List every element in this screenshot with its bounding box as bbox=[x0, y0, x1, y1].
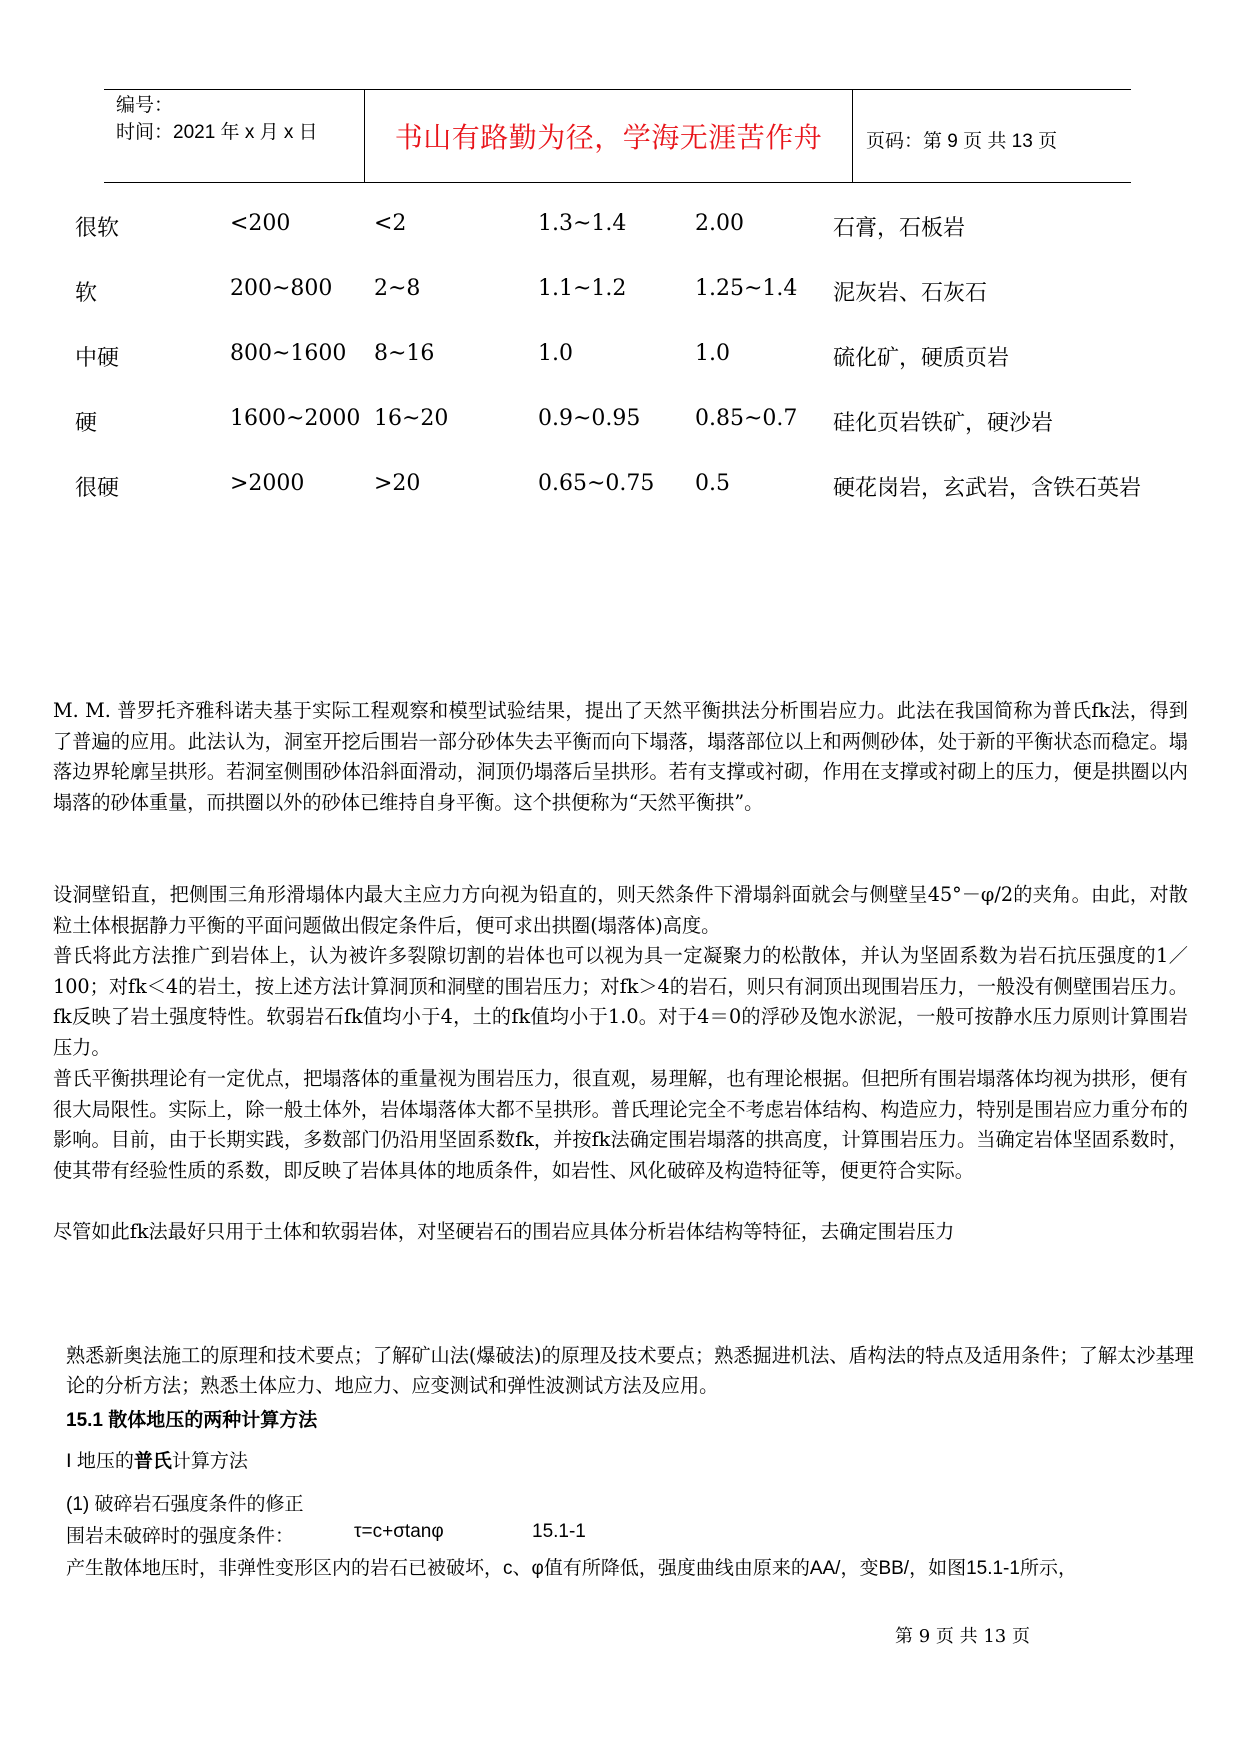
table-cell: 0.85~0.7 bbox=[695, 406, 798, 431]
last-line: 产生散体地压时，非弹性变形区内的岩石已被破坏，c、φ值有所降低，强度曲线由原来的AA/，变BB/，如图15.1-1所示， bbox=[66, 1558, 1077, 1579]
table-cell: 很硬 bbox=[75, 476, 120, 501]
table-cell: 2.00 bbox=[695, 211, 744, 236]
page-footer: 第 9 页 共 13 页 bbox=[895, 1626, 1030, 1647]
table-row bbox=[0, 276, 1241, 316]
table-cell: 0.5 bbox=[695, 471, 730, 496]
table-row bbox=[0, 211, 1241, 251]
table-cell: 很软 bbox=[75, 216, 120, 241]
table-cell: 2~8 bbox=[374, 276, 421, 301]
table-cell: 1.3~1.4 bbox=[538, 211, 627, 236]
header-page-label: 页码：第 9 页 共 13 页 bbox=[866, 131, 1058, 152]
table-cell: 1.0 bbox=[538, 341, 573, 366]
table-cell: >2000 bbox=[230, 471, 305, 496]
table-cell: 硫化矿，硬质页岩 bbox=[833, 346, 1010, 371]
table-cell: 0.65~0.75 bbox=[538, 471, 655, 496]
document-time-label: 时间：2021 年 x 月 x 日 bbox=[116, 122, 318, 143]
formula: τ=c+σtanφ bbox=[354, 1521, 444, 1542]
paragraph: 设洞壁铅直，把侧围三角形滑塌体内最大主应力方向视为铅直的，则天然条件下滑塌斜面就会与侧壁呈45°－φ/2的夹角。由此，对散粒土体根据静力平衡的平面问题做出假定条件后，便可求出拱圈(塌落体)高度。 bbox=[53, 883, 1188, 937]
document-number-label: 编号： bbox=[116, 95, 174, 116]
table-cell: 0.9~0.95 bbox=[538, 406, 641, 431]
section-heading: 15.1 散体地压的两种计算方法 bbox=[66, 1410, 318, 1431]
subsection-prefix: Ⅰ 地压的 bbox=[66, 1451, 134, 1472]
section-intro: 熟悉新奥法施工的原理和技术要点；了解矿山法(爆破法)的原理及技术要点；熟悉掘进机法、盾构法的特点及适用条件；了解太沙基理论的分析方法；熟悉土体应力、地应力、应变测试和弹性波测试方法及应用。 bbox=[66, 1344, 1194, 1397]
table-cell: >20 bbox=[374, 471, 421, 496]
paragraph: 普氏将此方法推广到岩体上，认为被许多裂隙切割的岩体也可以视为具一定凝聚力的松散体，并认为坚固系数为岩石抗压强度的1／100；对fk＜4的岩土，按上述方法计算洞顶和洞壁的围岩压力；对fk＞4的岩石，则只有洞顶出现围岩压力，一般没有侧壁围岩压力。fk反映了岩土强度特性。软弱岩石fk值均小于4，土的fk值均小于1.0。对于4＝0的浮砂及饱水淤泥，一般可按静水压力原则计算围岩压力。 bbox=[53, 944, 1188, 1059]
table-cell: 硬花岗岩，玄武岩，含铁石英岩 bbox=[833, 476, 1142, 501]
table-cell: <2 bbox=[374, 211, 407, 236]
paragraph: 普氏平衡拱理论有一定优点，把塌落体的重量视为围岩压力，很直观，易理解，也有理论根据。但把所有围岩塌落体均视为拱形，便有很大局限性。实际上，除一般土体外，岩体塌落体大都不呈拱形。普氏理论完全不考虑岩体结构、构造应力，特别是围岩应力重分布的影响。目前，由于长期实践，多数部门仍沿用坚固系数fk，并按fk法确定围岩塌落的拱高度，计算围岩压力。当确定岩体坚固系数时，使其带有经验性质的系数，即反映了岩体具体的地质条件，如岩性、风化破碎及构造特征等，便更符合实际。 bbox=[53, 1067, 1188, 1182]
table-cell: 8~16 bbox=[374, 341, 435, 366]
list-item: (1) 破碎岩石强度条件的修正 bbox=[66, 1494, 304, 1515]
subsection-suffix: 计算方法 bbox=[171, 1451, 248, 1472]
table-row bbox=[0, 471, 1241, 511]
table-cell: 1.1~1.2 bbox=[538, 276, 627, 301]
table-cell: 硬 bbox=[75, 411, 98, 436]
paragraph: 尽管如此fk法最好只用于土体和软弱岩体，对坚硬岩石的围岩应具体分析岩体结构等特征，去确定围岩压力 bbox=[53, 1220, 955, 1243]
subsection-title bbox=[66, 1446, 248, 1473]
header-meta bbox=[116, 92, 318, 146]
table-cell: 石膏，石板岩 bbox=[833, 216, 966, 241]
paragraph: M. M. 普罗托齐雅科诺夫基于实际工程观察和模型试验结果，提出了天然平衡拱法分析围岩应力。此法在我国简称为普氏fk法，得到了普遍的应用。此法认为，洞室开挖后围岩一部分砂体失去平衡而向下塌落，塌落部位以上和两侧砂体，处于新的平衡状态而稳定。塌落边界轮廓呈拱形。若洞室侧围砂体沿斜面滑动，洞顶仍塌落后呈拱形。若有支撑或衬砌，作用在支撑或衬砌上的压力，便是拱圈以内塌落的砂体重量，而拱圈以外的砂体已维持自身平衡。这个拱便称为“天然平衡拱”。 bbox=[53, 699, 1188, 814]
page-header bbox=[104, 89, 1131, 183]
table-cell: 1.0 bbox=[695, 341, 730, 366]
table-cell: 泥灰岩、石灰石 bbox=[833, 281, 988, 306]
table-cell: 中硬 bbox=[75, 346, 120, 371]
table-row bbox=[0, 406, 1241, 446]
table-cell: 1600~2000 bbox=[230, 406, 361, 431]
table-cell: 16~20 bbox=[374, 406, 449, 431]
table-cell: <200 bbox=[230, 211, 291, 236]
formula-label: 围岩未破碎时的强度条件： bbox=[66, 1526, 295, 1547]
subsection-bold: 普氏 bbox=[133, 1451, 172, 1472]
table-row bbox=[0, 341, 1241, 381]
table-cell: 200~800 bbox=[230, 276, 333, 301]
table-cell: 800~1600 bbox=[230, 341, 347, 366]
table-cell: 硅化页岩铁矿，硬沙岩 bbox=[833, 411, 1054, 436]
table-cell: 软 bbox=[75, 281, 98, 306]
header-motto: 书山有路勤为径，学海无涯苦作舟 bbox=[364, 89, 853, 182]
formula-line bbox=[66, 1521, 586, 1548]
formula-number: 15.1-1 bbox=[532, 1521, 586, 1542]
table-cell: 1.25~1.4 bbox=[695, 276, 798, 301]
